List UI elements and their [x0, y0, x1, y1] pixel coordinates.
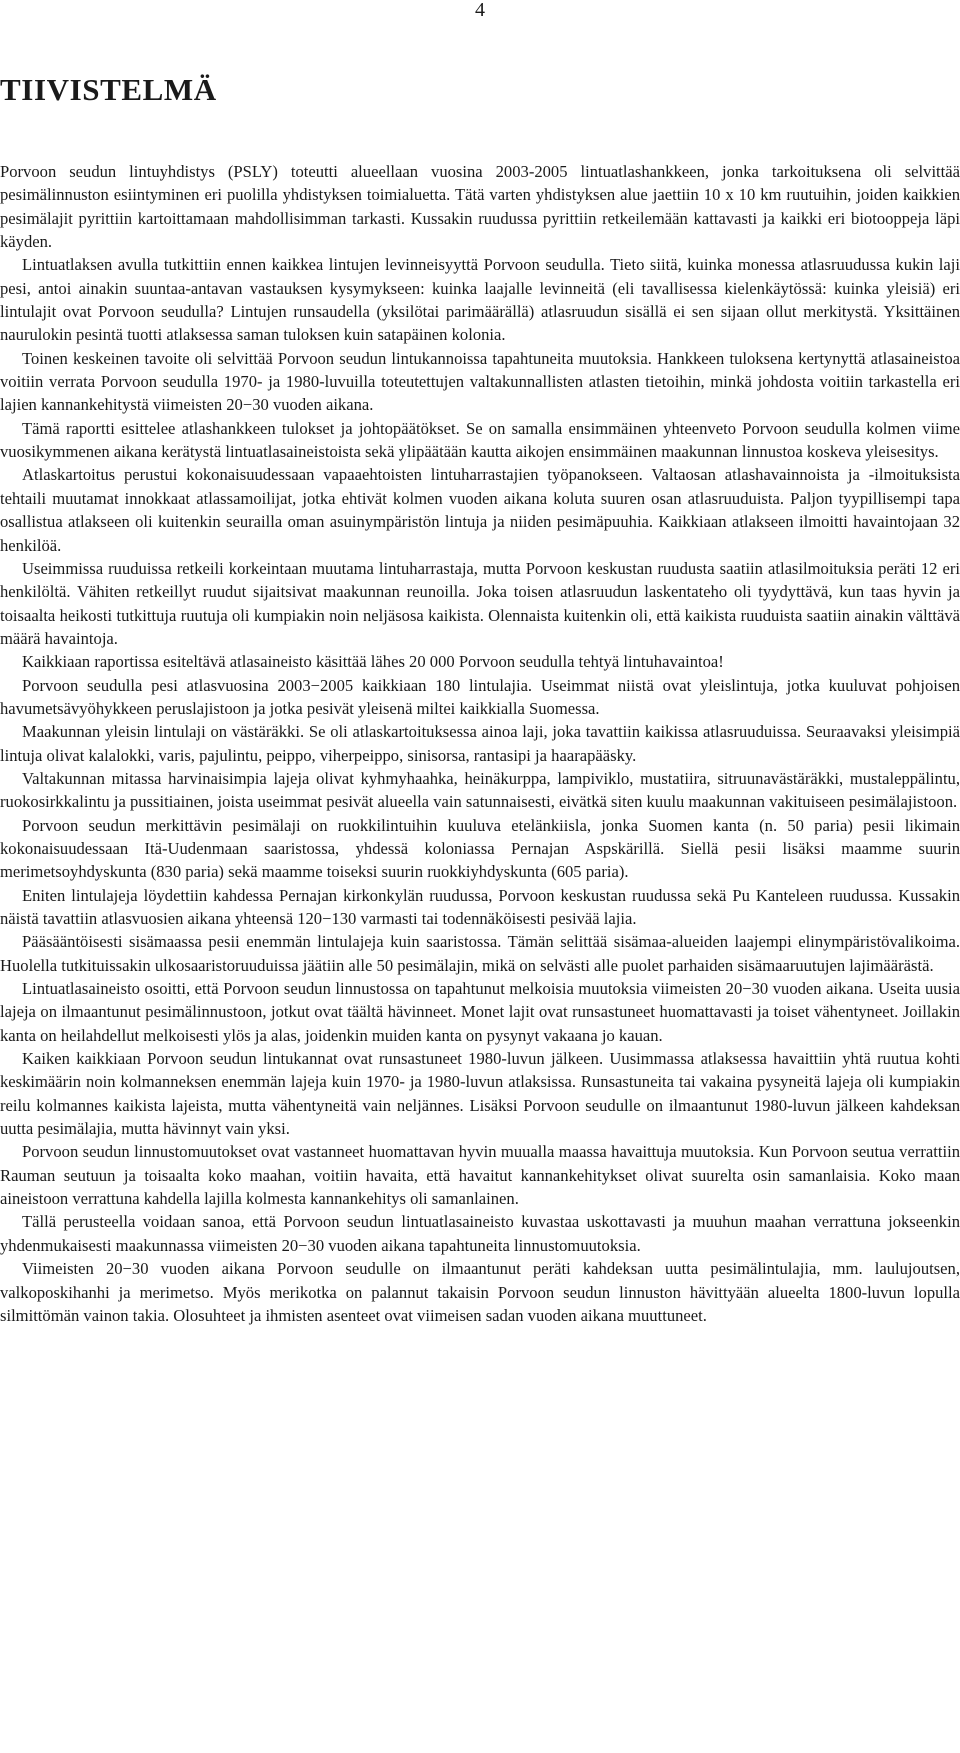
paragraph: Toinen keskeinen tavoite oli selvittää Porvoon seudun lintukannoissa tapahtuneita muutoksia. Hankkeen tuloksena kertynyttä atlasaineistoa voitiin verrata Porvoon seudulla 1970- ja 1980-luvuilla toteutettujen valtakunnallisten atlasten tietoihin, minkä johdosta voitiin tarkastella eri lajien kannankehitystä viimeisten 20−30 vuoden aikana. — [0, 348, 960, 415]
paragraph: Kaikkiaan raportissa esiteltävä atlasaineisto käsittää lähes 20 000 Porvoon seudulla tehtyä lintuhavaintoa! — [22, 652, 724, 672]
body-text — [0, 160, 960, 1327]
paragraph: Kaiken kaikkiaan Porvoon seudun lintukannat ovat runsastuneet 1980-luvun jälkeen. Uusimmassa atlaksessa havaittiin yhtä ruutua kohti keskimäärin noin kolmanneksen enemmän lajeja kuin 1970- ja 1980-luvun atlaksissa. Runsastuneita tai vakaina pysyneitä lajeja oli kumpiakin reilu kolmannes kaikista lajeista, mutta vähentyneitä vain neljännes. Lisäksi Porvoon seudulle on ilmaantunut 1980-luvun jälkeen kahdeksan uutta pesimälajia, mutta hävinnyt vain yksi. — [0, 1049, 960, 1139]
paragraph: Porvoon seudun linnustomuutokset ovat vastanneet huomattavan hyvin muualla maassa havaittuja muutoksia. Kun Porvoon seutua verrattiin Rauman seutuun ja toisaalta koko maahan, voitiin havaita, että havaitut kannankehitykset olivat suurelta osin samanlaisia. Koko maan aineistoon verrattuna kahdella lajilla kolmesta kannankehitys oli samanlainen. — [0, 1142, 960, 1209]
page-number: 4 — [475, 0, 485, 21]
paragraph: Tämä raportti esittelee atlashankkeen tulokset ja johtopäätökset. Se on samalla ensimmäinen yhteenveto Porvoon seudulla kolmen viime vuosikymmenen aikana kerätystä lintuatlasaineistoista sekä ylipäätään kautta aikojen ensimmäinen maakunnan linnustoa koskeva yleisesitys. — [0, 418, 960, 462]
paragraph: Useimmissa ruuduissa retkeili korkeintaan muutama lintuharrastaja, mutta Porvoon keskustan ruudusta saatiin atlasilmoituksia peräti 12 eri henkilöltä. Vähiten retkeillyt ruudut sijaitsivat maakunnan reunoilla. Joka toisen atlasruudun laskentateho oli tyydyttävä, kun taas hyvin ja toisaalta heikosti tutkittuja ruutuja oli kumpiakin noin neljäsosa kaikista. Olennaista kuitenkin oli, että kaikista ruuduista saatiin ainakin välttävä määrä havaintoja. — [0, 558, 960, 648]
paragraph: Porvoon seudulla pesi atlasvuosina 2003−2005 kaikkiaan 180 lintulajia. Useimmat niistä ovat yleislintuja, jotka kuuluvat pohjoisen havumetsävyöhykkeen peruslajistoon ja jotka pesivät yleisenä miltei kaikkialla Suomessa. — [0, 675, 960, 718]
paragraph: Lintuatlasaineisto osoitti, että Porvoon seudun linnustossa on tapahtunut melkoisia muutoksia viimeisten 20−30 vuoden aikana. Useita uusia lajeja on ilmaantunut pesimälinnustoon, jotkut ovat täältä hävinneet. Monet lajit ovat runsastuneet huomattavasti ja toiset vähentyneet. Joillakin kanta on heilahdellut melkoisesti ylös ja alas, joidenkin muiden kanta on pysynyt vakaana jo kauan. — [0, 979, 960, 1045]
paragraph: Tällä perusteella voidaan sanoa, että Porvoon seudun lintuatlasaineisto kuvastaa uskottavasti ja muuhun maahan verrattuna jokseenkin yhdenmukaisesti maakunnassa viimeisten 20−30 vuoden aikana tapahtuneita linnustomuutoksia. — [0, 1212, 960, 1255]
paragraph: Pääsääntöisesti sisämaassa pesii enemmän lintulajeja kuin saaristossa. Tämän selittää sisämaa-alueiden laajempi elinympäristövalikoima. Huolella tutkituissakin ulkosaaristoruuduissa jäätiin alle 50 pesimälajin, mikä on selvästi alle puolet parhaiden sisämaaruutujen lajimäärästä. — [0, 932, 960, 975]
paragraph: Viimeisten 20−30 vuoden aikana Porvoon seudulle on ilmaantunut peräti kahdeksan uutta pesimälintulajia, mm. laulujoutsen, valkoposkihanhi ja merimetso. Myös merikotka on palannut takaisin Porvoon seudun linnuston hävittyään alueelta 1800-luvun lopulla silmittömän vainon takia. Olosuhteet ja ihmisten asenteet ovat viimeisen sadan vuoden aikana muuttuneet. — [0, 1259, 960, 1325]
page-title: TIIVISTELMÄ — [0, 72, 217, 107]
paragraph: Valtakunnan mitassa harvinaisimpia lajeja olivat kyhmyhaahka, heinäkurppa, lampiviklo, mustatiira, sitruunavästäräkki, mustaleppälintu, ruokosirkkalintu ja pussitiainen, joista useimmat pesivät alueella vain satunnaisesti, eivätkä siten kuulu maakunnan vakituiseen pesimälajistoon. — [0, 768, 960, 812]
paragraph: Atlaskartoitus perustui kokonaisuudessaan vapaaehtoisten lintuharrastajien työpanokseen. Valtaosan atlashavainnoista ja -ilmoituksista tehtaili muutamat innokkaat atlassamoilijat, jotka ehtivät kolmen vuoden aikana koluta suuren osan atlasruuduista. Paljon tyypillisempi tapa osallistua atlakseen oli kuitenkin seurailla oman asuinympäristön lintuja ja niiden pesimäpuuhia. Kaikkiaan atlakseen ilmoitti havaintojaan 32 henkilöä. — [0, 465, 960, 555]
paragraph: Lintuatlaksen avulla tutkittiin ennen kaikkea lintujen levinneisyyttä Porvoon seudulla. Tieto siitä, kuinka monessa atlasruudussa kukin laji pesi, antoi ainakin suuntaa-antavan vastauksen kysymykseen: kuinka laajalle levinneitä (eli tavallisessa kielenkäytössä: kuinka yleisiä) eri lintulajit ovat Porvoon seudulla? Lintujen runsaudella (yksilötai parimäärällä) atlasruudun sisällä ei sen sijaan ollut merkitystä. Yksittäinen naurulokin pesintä tuotti atlaksessa saman tuloksen kuin satapäinen kolonia. — [0, 255, 960, 345]
paragraph: Maakunnan yleisin lintulaji on västäräkki. Se oli atlaskartoituksessa ainoa laji, joka tavattiin kaikissa atlasruuduissa. Seuraavaksi yleisimpiä lintuja olivat kalalokki, varis, pajulintu, peippo, viherpeippo, sinisorsa, rantasipi ja haarapääsky. — [0, 722, 960, 765]
paragraph: Porvoon seudun lintuyhdistys (PSLY) toteutti alueellaan vuosina 2003-2005 lintuatlashankkeen, jonka tarkoituksena oli selvittää pesimälinnuston esiintyminen eri puolilla yhdistyksen toimialuetta. Tätä varten yhdistyksen alue jaettiin 10 x 10 km ruutuihin, joiden kaikkien pesimälajit pyrittiin kartoittamaan mahdollisimman tarkasti. Kussakin ruudussa pyrittiin retkeilemään kattavasti ja kaikki eri biotooppeja läpi käyden. — [0, 162, 960, 252]
paragraph: Eniten lintulajeja löydettiin kahdessa Pernajan kirkonkylän ruudussa, Porvoon keskustan ruudussa sekä Pu Kanteleen ruudussa. Kussakin näistä tavattiin atlasvuosien aikana yhteensä 120−130 varmasti tai todennäköisesti pesivää lajia. — [0, 885, 960, 928]
paragraph: Porvoon seudun merkittävin pesimälaji on ruokkilintuihin kuuluva etelänkiisla, jonka Suomen kanta (n. 50 paria) pesii likimain kokonaisuudessaan Itä-Uudenmaan saaristossa, yhdessä koloniassa Pernajan Aspskärillä. Siellä pesii lisäksi maamme suurin merimetsoyhdyskunta (830 paria) sekä maamme toiseksi suurin ruokkiyhdyskunta (605 paria). — [0, 815, 960, 882]
